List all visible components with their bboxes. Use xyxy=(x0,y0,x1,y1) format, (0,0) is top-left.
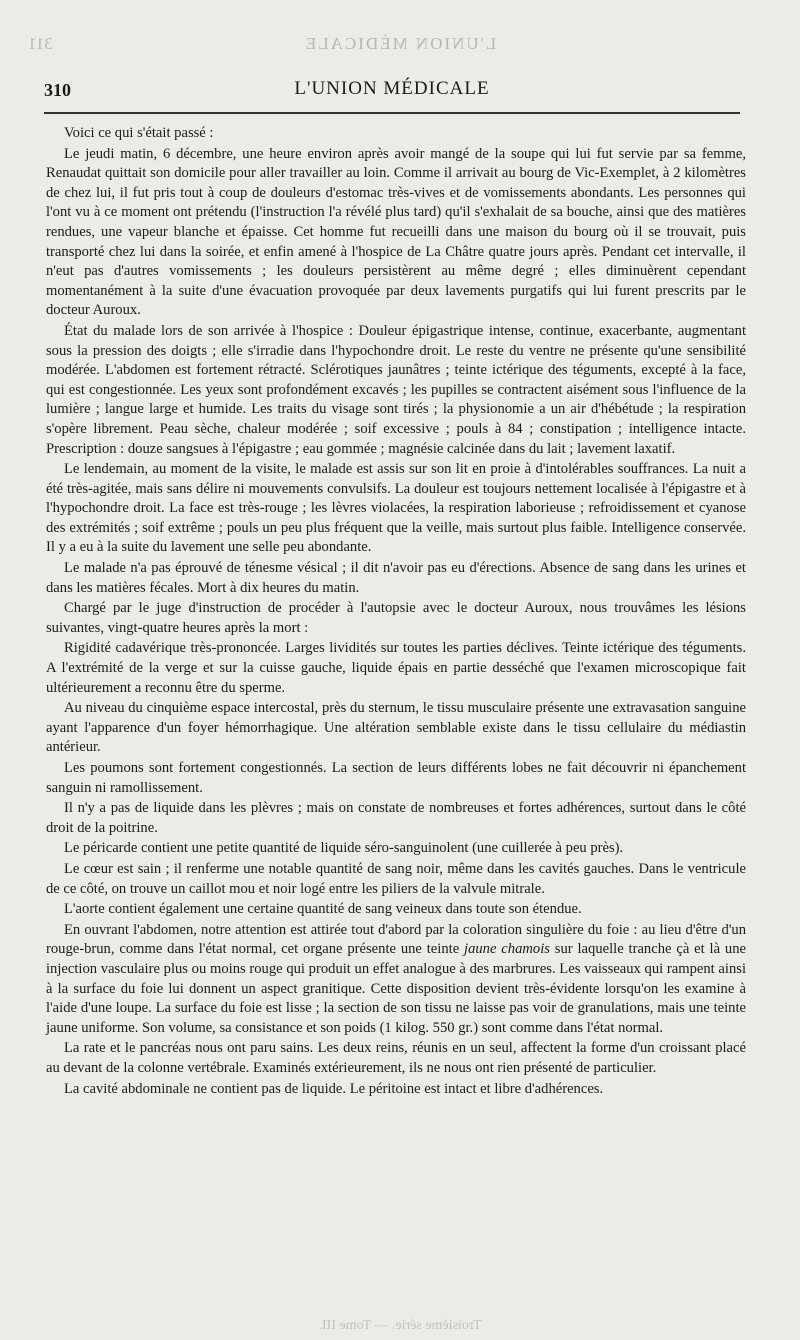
paragraph: Chargé par le juge d'instruction de procéder à l'autopsie avec le docteur Auroux, nous trouvâmes les lésions suivantes, vingt-quatre heures après la mort : xyxy=(46,600,746,636)
paragraph: Le péricarde contient une petite quantité de liquide séro-sanguinolent (une cuillerée à peu près). xyxy=(64,840,624,857)
bleed-through-title: L'UNION MÉDICALE xyxy=(303,34,497,53)
paragraph: La cavité abdominale ne contient pas de liquide. Le péritoine est intact et libre d'adhérences. xyxy=(64,1080,604,1097)
paragraph: La rate et le pancréas nous ont paru sains. Les deux reins, réunis en un seul, affectent la forme d'un croissant placé au devant de la colonne vertébrale. Examinés extérieurement, ils ne nous ont rien présenté de particulier. xyxy=(46,1040,746,1076)
paragraph: Le jeudi matin, 6 décembre, une heure environ après avoir mangé de la soupe qui lui fut servie par sa femme, Renaudat quittait son domicile pour aller travailler au loin. Comme il arrivait au bourg de Vic-Exemplet, à 2 kilomètres de chez lui, il fut pris tout à coup de douleurs d'estomac très-vives et de vomissements abondants. Les personnes qui l'ont vu à ce moment ont prétendu (l'instruction l'a révélé plus tard) qu'il s'exhalait de sa bouche, ainsi que des matières rendues, une vapeur blanche et épaisse. Cet homme fut recueilli dans une maison du bourg où il se trouvait, puis transporté chez lui dans la soirée, et enfin amené à l'hospice de La Châtre quatre jours après. Pendant cet intervalle, il n'eut pas d'autres vomissements ; les douleurs persistèrent au même degré ; elles diminuèrent cependant momentanément à la suite d'une évacuation provoquée par deux lavements purgatifs qui lui furent prescrits par le docteur Auroux. xyxy=(46,145,746,319)
paragraph: Le cœur est sain ; il renferme une notable quantité de sang noir, même dans les cavités gauches. Dans le ventricule de ce côté, on trouve un caillot mou et noir logé entre les piliers de la valvule mitrale. xyxy=(46,860,746,897)
header-rule xyxy=(44,112,740,114)
emphasis-jaune-chamois: jaune chamois xyxy=(464,941,550,958)
article-body xyxy=(46,124,746,1099)
bleed-through-footer: Troisième série. — Tome III. xyxy=(318,1318,482,1333)
running-title: L'UNION MÉDICALE xyxy=(294,78,490,99)
page-number: 310 xyxy=(44,80,71,100)
paragraph: Au niveau du cinquième espace intercostal, près du sternum, le tissu musculaire présente une extravasation sanguine ayant l'apparence d'un foyer hémorrhagique. Une altération semblable existe dans le tissu cellulaire du médiastin antérieur. xyxy=(46,700,746,756)
paragraph: Le lendemain, au moment de la visite, le malade est assis sur son lit en proie à d'intolérables souffrances. La nuit a été très-agitée, mais sans délire ni mouvements convulsifs. La douleur est toujours nettement localisée à l'épigastre et à l'hypochondre droit. La face est très-rouge ; les lèvres violacées, la respiration laborieuse ; refroidissement et cyanose des extrémités ; soif extrême ; pouls un peu plus fréquent que la veille, mais surtout plus faible. Intelligence conservée. Il y a eu à la suite du lavement une selle peu abondante. xyxy=(46,461,746,556)
paragraph: Le malade n'a pas éprouvé de ténesme vésical ; il dit n'avoir pas eu d'érections. Absence de sang dans les urines et dans les matières fécales. Mort à dix heures du matin. xyxy=(46,560,746,596)
paragraph: Rigidité cadavérique très-prononcée. Larges lividités sur toutes les parties déclives. Teinte ictérique des téguments. A l'extrémité de la verge et sur la cuisse gauche, liquide épais en partie desséché que l'examen microscopique fait ultérieurement a reconnu être du sperme. xyxy=(46,640,746,696)
paragraph: Il n'y a pas de liquide dans les plèvres ; mais on constate de nombreuses et fortes adhérences, surtout dans le côté droit de la poitrine. xyxy=(46,800,746,836)
paragraph: Voici ce qui s'était passé : xyxy=(64,125,214,141)
bleed-through-page-number: 311 xyxy=(28,34,53,53)
paragraph: Les poumons sont fortement congestionnés. La section de leurs différents lobes ne fait découvrir ni épanchement sanguin ni ramollissement. xyxy=(46,760,746,796)
page-header xyxy=(44,78,740,106)
paragraph-liver: En ouvrant l'abdomen, notre attention est attirée tout d'abord par la coloration singulière du foie : au lieu d'être d'un rouge-brun, comme dans l'état normal, cet organe présente une teinte jaune chamois sur laquelle tranche çà et là une injection vasculaire plus ou moins rouge qui produit un effet analogue à des marbrures. Les vaisseaux qui rampent ainsi à la surface du foie lui donnent un aspect granitique. Cette disposition devient très-évidente lorsqu'on les examine à l'aide d'une loupe. La surface du foie est lisse ; la section de son tissu ne laisse pas voir de granulations, mais une teinte jaune uniforme. Son volume, sa consistance et son poids (1 kilog. 550 gr.) sont comme dans l'état normal. xyxy=(46,921,746,1036)
paragraph: État du malade lors de son arrivée à l'hospice : Douleur épigastrique intense, continue, exacerbante, augmentant sous la pression des doigts ; elle s'irradie dans l'hypochondre droit. Le reste du ventre ne présente qu'une sensibilité modérée. L'abdomen est fortement rétracté. Sclérotiques jaunâtres ; teinte ictérique des téguments, excepté à la face, qui est congestionnée. Les yeux sont profondément excavés ; les pupilles se contractent aisément sous l'influence de la lumière ; langue large et humide. Les traits du visage sont tirés ; la physionomie a un air d'hébétude ; la respiration s'opère librement. Peau sèche, chaleur modérée ; soif excessive ; pouls à 84 ; constipation ; intelligence intacte. Prescription : douze sangsues à l'épigastre ; eau gommée ; magnésie calcinée dans du lait ; lavement laxatif. xyxy=(46,322,746,457)
paragraph: L'aorte contient également une certaine quantité de sang veineux dans toute son étendue. xyxy=(64,901,582,918)
